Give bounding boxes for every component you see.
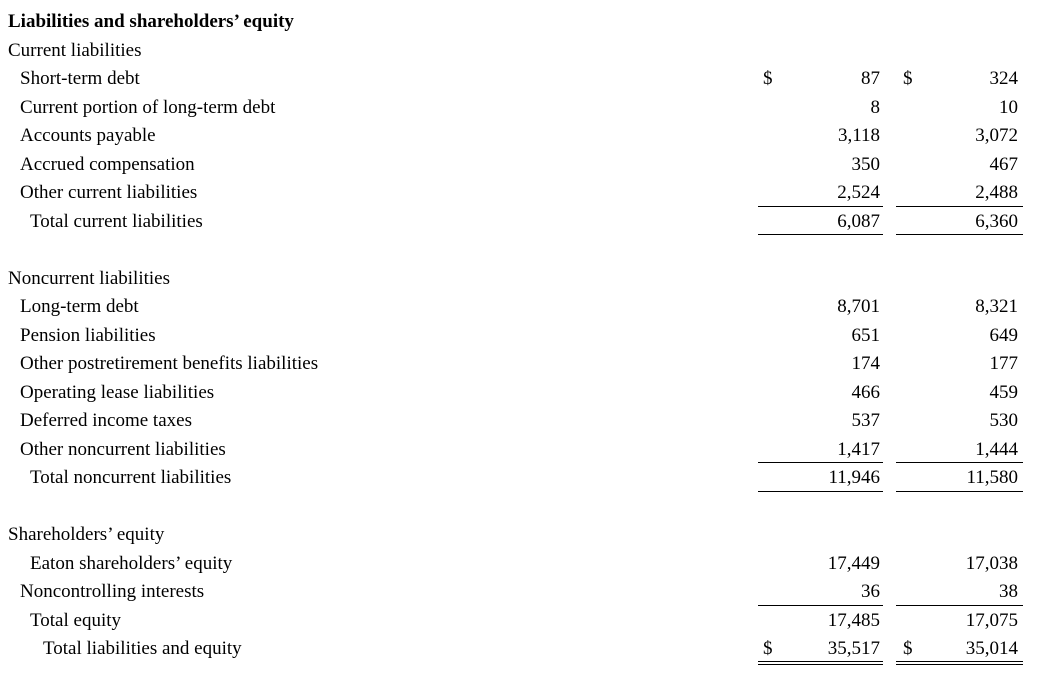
- value-col2: 17,038: [965, 553, 1018, 574]
- value-col1: 174: [851, 353, 880, 374]
- total-col2: 11,580: [966, 467, 1018, 488]
- total-label: Total noncurrent liabilities: [30, 467, 232, 488]
- table-row: [0, 325, 1040, 353]
- value-col1: 3,118: [837, 125, 880, 146]
- value-col2: 467: [989, 154, 1018, 175]
- value-col1: 36: [861, 581, 880, 602]
- total-row: [0, 467, 1040, 495]
- row-label: Current portion of long-term debt: [20, 97, 276, 118]
- subtotal-rule: [896, 206, 1023, 207]
- table-row: [0, 581, 1040, 609]
- value-col2: 177: [989, 353, 1018, 374]
- noncurrent-liabilities-header-row: [0, 268, 1040, 296]
- value-col2: 38: [999, 581, 1018, 602]
- grand-total-label: Total liabilities and equity: [43, 638, 242, 659]
- current-liabilities-header-row: [0, 40, 1040, 68]
- table-row: [0, 68, 1040, 96]
- total-col1: 17,485: [827, 610, 880, 631]
- row-label: Noncontrolling interests: [20, 581, 205, 602]
- currency-symbol: $: [903, 638, 913, 659]
- row-label: Operating lease liabilities: [20, 382, 215, 403]
- subtotal-rule: [896, 462, 1023, 463]
- row-label: Pension liabilities: [20, 325, 156, 346]
- row-label: Other noncurrent liabilities: [20, 439, 226, 460]
- currency-symbol: $: [763, 68, 773, 89]
- value-col2: 1,444: [975, 439, 1018, 460]
- grand-total-rule: [758, 661, 883, 662]
- grand-total-col1: 35,517: [827, 638, 880, 659]
- row-label: Accounts payable: [20, 125, 156, 146]
- value-col1: 1,417: [837, 439, 880, 460]
- noncurrent-liabilities-title: Noncurrent liabilities: [8, 268, 170, 289]
- row-label: Long-term debt: [20, 296, 139, 317]
- value-col2: 324: [989, 68, 1018, 89]
- value-col2: 8,321: [975, 296, 1018, 317]
- row-label: Other current liabilities: [20, 182, 198, 203]
- equity-header-row: [0, 524, 1040, 552]
- total-rule: [896, 234, 1023, 235]
- total-label: Total equity: [30, 610, 122, 631]
- value-col1: 17,449: [827, 553, 880, 574]
- total-label: Total current liabilities: [30, 211, 203, 232]
- table-row: [0, 182, 1040, 210]
- value-col2: 2,488: [975, 182, 1018, 203]
- total-rule: [758, 234, 883, 235]
- total-col2: 6,360: [975, 211, 1018, 232]
- table-row: [0, 353, 1040, 381]
- value-col1: 651: [851, 325, 880, 346]
- total-rule: [758, 491, 883, 492]
- grand-total-rule: [896, 661, 1023, 662]
- subtotal-rule: [758, 206, 883, 207]
- subtotal-rule: [758, 605, 883, 606]
- value-col1: 87: [861, 68, 880, 89]
- value-col1: 537: [851, 410, 880, 431]
- subtotal-rule: [896, 605, 1023, 606]
- row-label: Deferred income taxes: [20, 410, 192, 431]
- total-col1: 11,946: [828, 467, 880, 488]
- value-col2: 649: [989, 325, 1018, 346]
- table-row: [0, 382, 1040, 410]
- subtotal-rule: [758, 462, 883, 463]
- value-col2: 459: [989, 382, 1018, 403]
- value-col1: 2,524: [837, 182, 880, 203]
- value-col1: 8,701: [837, 296, 880, 317]
- currency-symbol: $: [903, 68, 913, 89]
- equity-title: Shareholders’ equity: [8, 524, 165, 545]
- value-col1: 350: [851, 154, 880, 175]
- total-col1: 6,087: [837, 211, 880, 232]
- value-col1: 466: [851, 382, 880, 403]
- total-col2: 17,075: [965, 610, 1018, 631]
- grand-total-col2: 35,014: [965, 638, 1018, 659]
- grand-total-row: [0, 638, 1040, 666]
- value-col2: 10: [999, 97, 1018, 118]
- grand-total-rule: [896, 664, 1023, 665]
- table-row: [0, 410, 1040, 438]
- table-row: [0, 97, 1040, 125]
- value-col1: 8: [870, 97, 880, 118]
- row-label: Accrued compensation: [20, 154, 195, 175]
- table-row: [0, 553, 1040, 581]
- table-row: [0, 439, 1040, 467]
- table-row: [0, 125, 1040, 153]
- total-rule: [896, 491, 1023, 492]
- grand-total-rule: [758, 664, 883, 665]
- value-col2: 530: [989, 410, 1018, 431]
- currency-symbol: $: [763, 638, 773, 659]
- total-row: [0, 211, 1040, 239]
- row-label: Eaton shareholders’ equity: [30, 553, 233, 574]
- total-row: [0, 610, 1040, 638]
- table-row: [0, 296, 1040, 324]
- table-row: [0, 154, 1040, 182]
- value-col2: 3,072: [975, 125, 1018, 146]
- section-heading: Liabilities and shareholders’ equity: [8, 11, 294, 32]
- row-label: Other postretirement benefits liabilities: [20, 353, 319, 374]
- row-label: Short-term debt: [20, 68, 140, 89]
- section-heading-row: [0, 11, 1040, 39]
- current-liabilities-title: Current liabilities: [8, 40, 142, 61]
